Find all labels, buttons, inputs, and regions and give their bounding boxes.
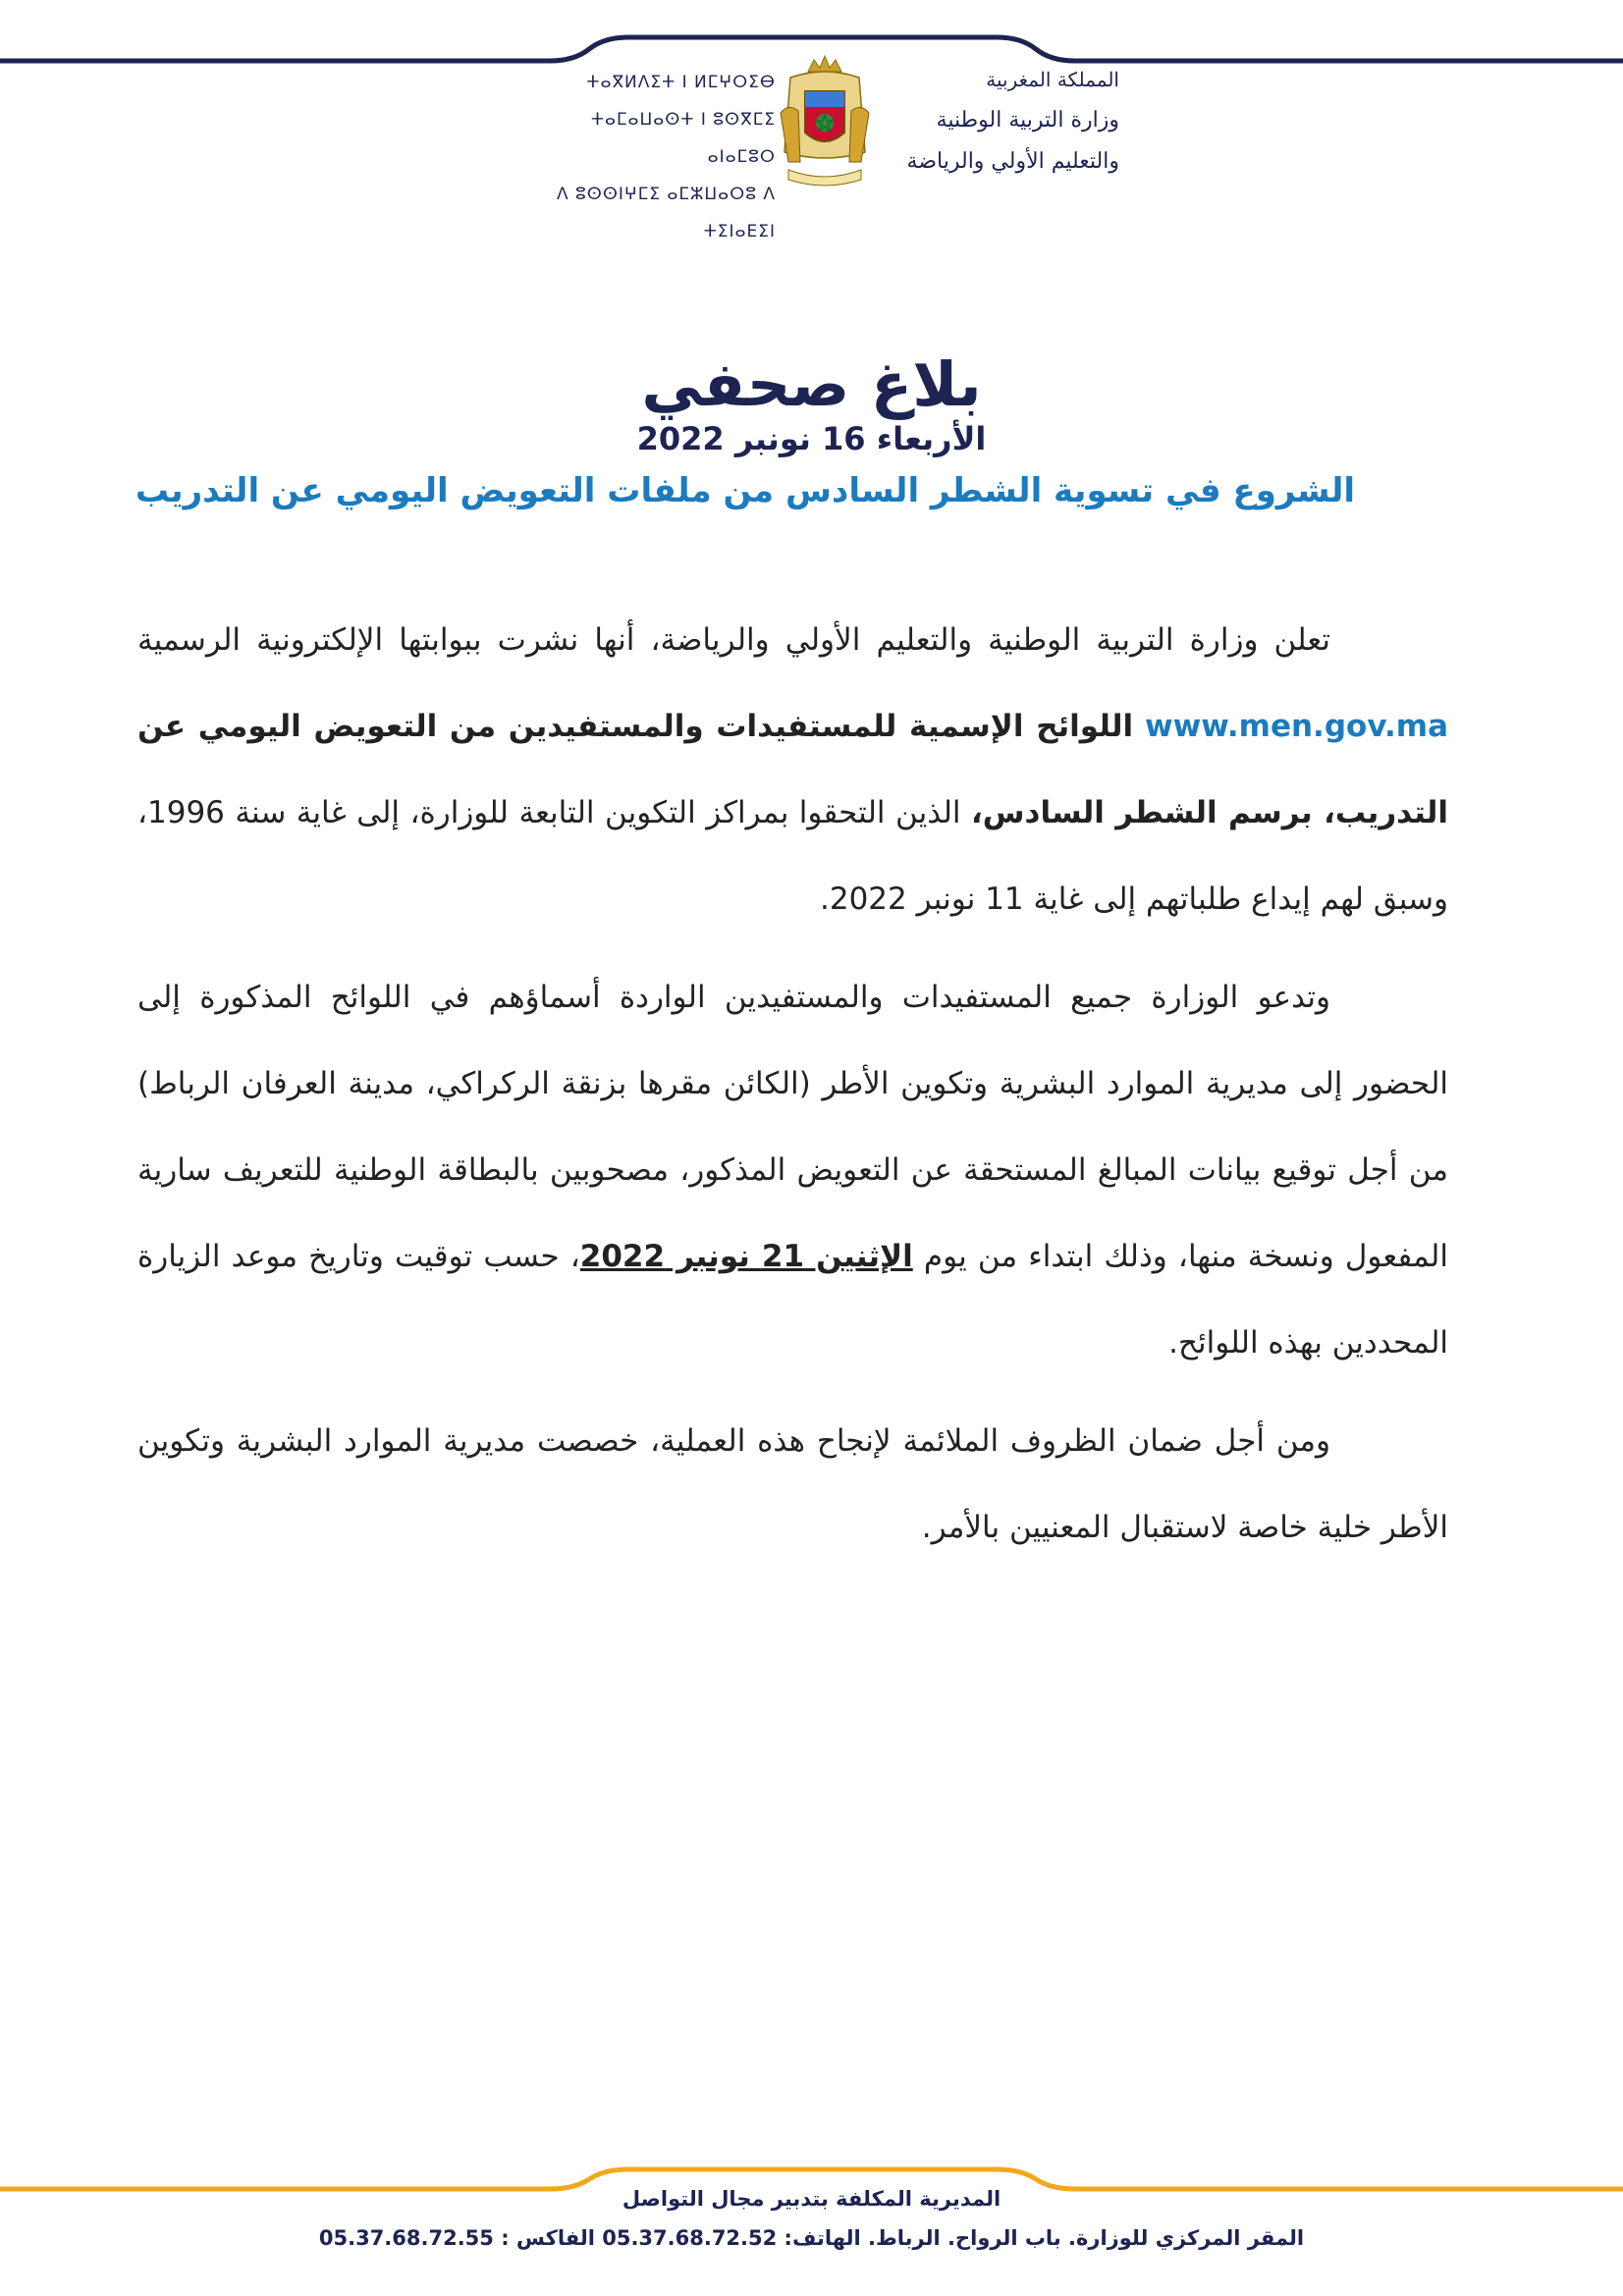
paragraph-3 bbox=[137, 1398, 1448, 1571]
paragraph-1 bbox=[137, 597, 1448, 942]
footer-department: المديرية المكلفة بتدبير مجال التواصل bbox=[622, 2187, 1001, 2211]
start-date-emphasis: الإثنين 21 نونبر 2022 bbox=[579, 1239, 913, 1274]
ministry-name-line-1: وزارة التربية الوطنية bbox=[936, 108, 1119, 133]
press-release-title: بلاغ صحفي bbox=[641, 348, 982, 420]
moroccan-coat-of-arms-icon bbox=[771, 54, 879, 191]
paragraph-2 bbox=[137, 954, 1448, 1386]
paragraph-text: وتدعو الوزارة جميع المستفيدات والمستفيدين الواردة أسماؤهم في اللوائح المذكورة إلى الحضور إلى مديرية الموارد البشرية وتكوين الأطر (الكائن مقرها بزنقة الركراكي، مدينة العرفان الرباط) من أجل توقيع بيانات المبالغ المستحقة عن التعويض المذكور، مصحوبين بالبطاقة الوطنية للتعريف سارية المفعول ونسخة منها، وذلك ابتداء من يوم bbox=[137, 980, 1448, 1274]
ministry-name-arabic bbox=[864, 59, 1119, 183]
tifinagh-ministry-name bbox=[520, 64, 776, 250]
press-release-body bbox=[137, 597, 1448, 1571]
tifinagh-line: ⴷ ⵓⵙⵙⵏⵖⵎⵉ ⴰⵎⵣⵡⴰⵔⵓ ⴷ ⵜⵉⵏⴰⴹⵉⵏ bbox=[556, 185, 776, 241]
tifinagh-line: ⵜⴰⵎⴰⵡⴰⵙⵜ ⵏ ⵓⵙⴳⵎⵉ ⴰⵏⴰⵎⵓⵔ bbox=[590, 110, 776, 167]
paragraph-text: ، حسب توقيت وتاريخ موعد الزيارة المحددين بهذه اللوائح. bbox=[137, 1239, 1448, 1361]
footer-address: المقر المركزي للوزارة. باب الرواح. الرباط. الهاتف: 05.37.68.72.52 الفاكس : 05.37.68.72.55 bbox=[318, 2226, 1305, 2250]
letterhead bbox=[491, 54, 1119, 241]
ministry-name-line-2: والتعليم الأولي والرياضة bbox=[906, 149, 1119, 174]
ministry-website-link[interactable]: www.men.gov.ma bbox=[1144, 709, 1448, 744]
paragraph-text: الذين التحقوا بمراكز التكوين التابعة للوزارة، إلى غاية سنة 1996، وسبق لهم إيداع طلباتهم إلى غاية 11 نونبر 2022. bbox=[137, 795, 1448, 917]
kingdom-name: المملكة المغربية bbox=[986, 68, 1119, 91]
press-release-date: الأربعاء 16 نونبر 2022 bbox=[636, 420, 987, 457]
press-release-subtitle: الشروع في تسوية الشطر السادس من ملفات التعويض اليومي عن التدريب bbox=[135, 471, 1355, 510]
paragraph-emphasis: اللوائح الإسمية للمستفيدات والمستفيدين من التعويض اليومي عن التدريب، برسم الشطر السادس، bbox=[137, 709, 1448, 830]
tifinagh-line: ⵜⴰⴳⵍⴷⵉⵜ ⵏ ⵍⵎⵖⵔⵉⴱ bbox=[586, 73, 776, 92]
paragraph-text: تعلن وزارة التربية الوطنية والتعليم الأولي والرياضة، أنها نشرت ببوابتها الإلكترونية الرسمية bbox=[137, 622, 1330, 658]
paragraph-text: ومن أجل ضمان الظروف الملائمة لإنجاح هذه العملية، خصصت مديرية الموارد البشرية وتكوين الأطر خلية خاصة لاستقبال المعنيين بالأمر. bbox=[137, 1423, 1448, 1545]
paragraph-text bbox=[1133, 709, 1145, 744]
